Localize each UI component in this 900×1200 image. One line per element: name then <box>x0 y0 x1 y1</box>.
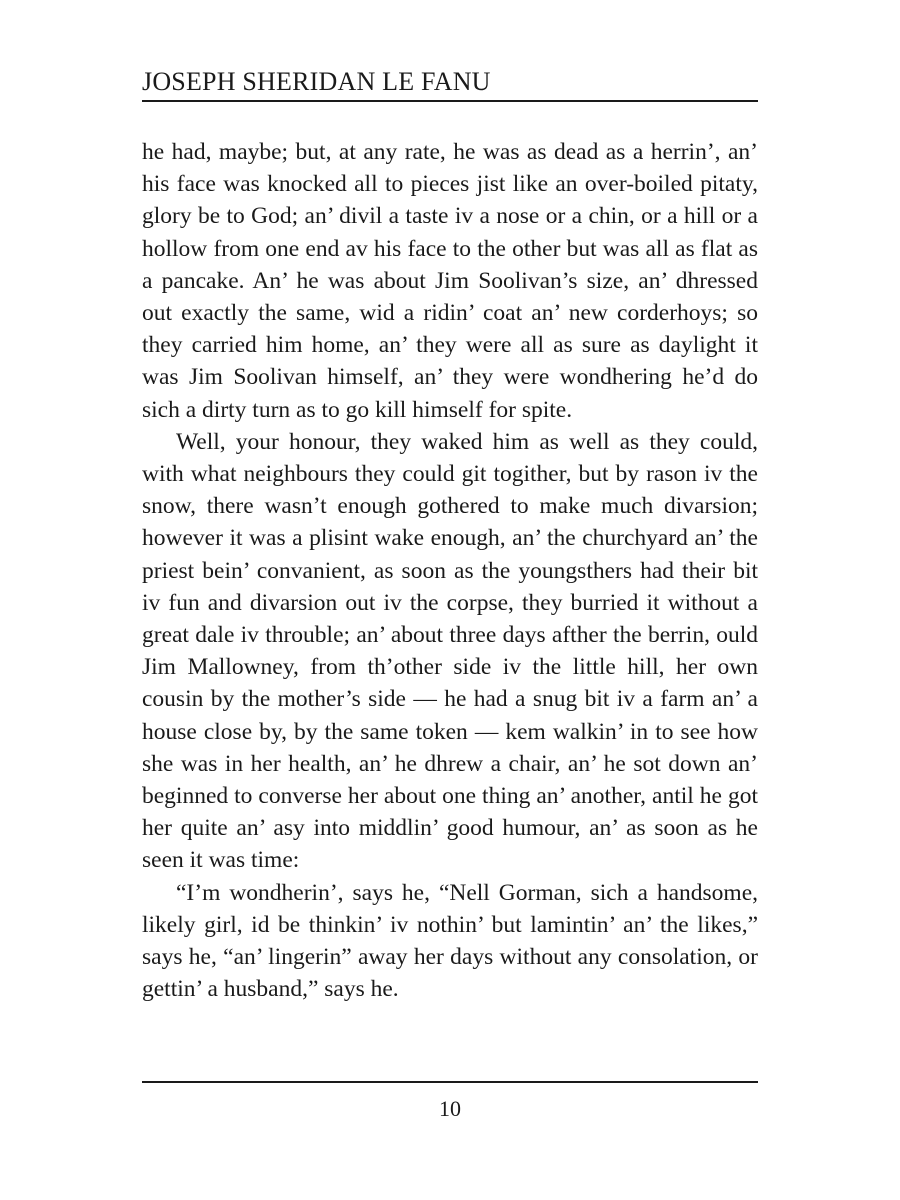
paragraph: “I’m wondherin’, says he, “Nell Gorman, sich a handsome, likely girl, id be thinkin’ iv nothin’ but lamintin’ an’ the likes,” says he, “an’ lingerin” away her days without any consolation, or gettin’ a husband,” says he. <box>142 879 758 1003</box>
header-rule <box>142 100 758 102</box>
running-head-author: JOSEPH SHERIDAN LE FANU <box>142 67 491 96</box>
body-text <box>142 136 758 1005</box>
page-number: 10 <box>439 1096 461 1121</box>
footer-rule <box>142 1081 758 1083</box>
paragraph-continued: he had, maybe; but, at any rate, he was as dead as a herrin’, an’ his face was knocked all to pieces jist like an over-boiled pitaty, glory be to God; an’ divil a taste iv a nose or a chin, or a hill or a hollow from one end av his face to the other but was all as flat as a pancake. An’ he was about Jim Soolivan’s size, an’ dhressed out exactly the same, wid a ridin’ coat an’ new corderhoys; so they carried him home, an’ they were all as sure as daylight it was Jim Soolivan himself, an’ they were wondhering he’d do sich a dirty turn as to go kill himself for spite. <box>142 139 758 423</box>
paragraph: Well, your honour, they waked him as well as they could, with what neighbours they could git togither, but by rason iv the snow, there wasn’t enough gothered to make much divarsion; however it was a plisint wake enough, an’ the churchyard an’ the priest bein’ convanient, as soon as the youngsthers had their bit iv fun and divarsion out iv the corpse, they burried it without a great dale iv throuble; an’ about three days afther the berrin, ould Jim Mallowney, from th’other side iv the little hill, her own cousin by the mother’s side — he had a snug bit iv a farm an’ a house close by, by the same token — kem walkin’ in to see how she was in her health, an’ he dhrew a chair, an’ he sot down an’ beginned to converse her about one thing an’ another, antil he got her quite an’ asy into middlin’ good humour, an’ as soon as he seen it was time: <box>142 428 758 874</box>
